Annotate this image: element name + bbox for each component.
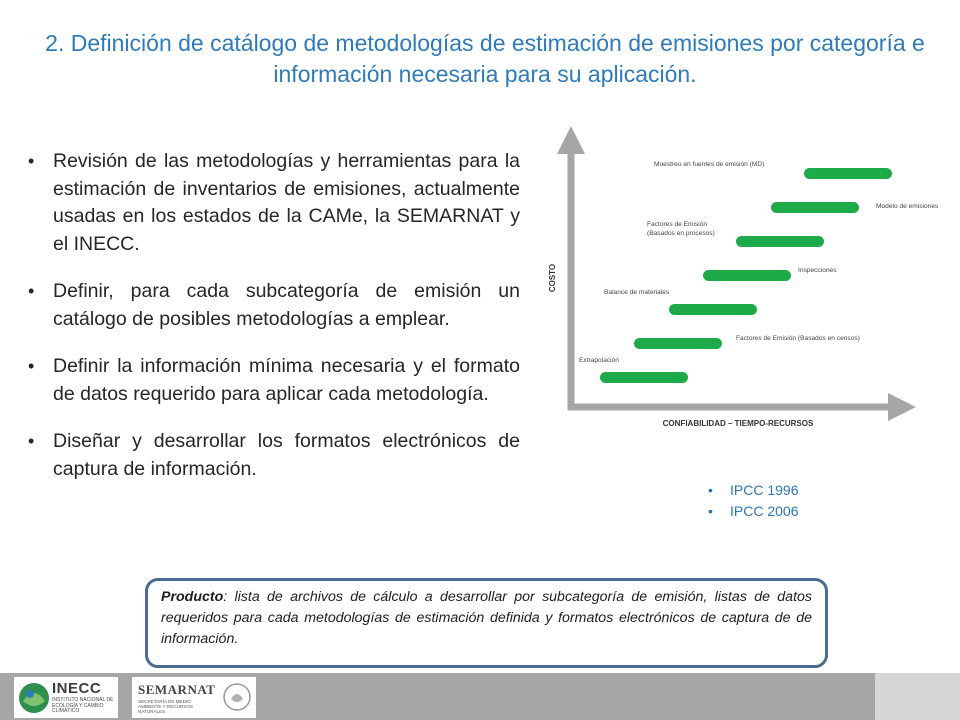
inecc-logo-text: INECC <box>52 680 102 697</box>
bullet-list <box>28 148 520 503</box>
method-bar <box>600 372 688 383</box>
bullet-item: • Definir la información mínima necesaria y el formato de datos requerido para aplicar cada metodología. <box>28 353 520 408</box>
product-box <box>145 578 828 668</box>
method-label: Modelo de emisiones <box>876 203 939 210</box>
semarnat-logo-text: SEMARNAT <box>138 682 216 697</box>
method-label: Factores de Emisión <box>647 221 708 228</box>
method-bars <box>600 168 892 383</box>
bullet-item: • Diseñar y desarrollar los formatos electrónicos de captura de información. <box>28 428 520 483</box>
method-label: Extrapolación <box>579 357 619 364</box>
product-text: : lista de archivos de cálculo a desarrollar por subcategoría de emisión, listas de datos requeridos para cada metodologías de estimación definida y formatos electrónicos de captura de de información. <box>161 589 812 647</box>
product-label: Producto <box>161 589 224 605</box>
semarnat-logo-subtitle: SECRETARÍA DE MEDIO AMBIENTE Y RECURSOS NATURALES <box>138 699 193 714</box>
inecc-logo-subtitle: INSTITUTO NACIONAL DE ECOLOGÍA Y CAMBIO CLIMÁTICO <box>52 697 114 714</box>
methodology-diagram <box>536 118 956 438</box>
inecc-logo <box>14 677 118 718</box>
method-label: Factores de Emisión (Basados en censos) <box>736 335 860 342</box>
reference-item: • IPCC 2006 <box>708 501 798 522</box>
slide-title: 2. Definición de catálogo de metodologías de estimación de emisiones por categoría e información necesaria para su aplicación. <box>45 30 925 87</box>
method-label: Muestreo en fuentes de emisión (MD) <box>654 161 765 168</box>
national-seal-icon <box>222 681 252 713</box>
method-label: Balance de materiales <box>604 289 670 296</box>
semarnat-logo <box>132 677 256 718</box>
method-labels <box>579 161 939 364</box>
x-axis-label: CONFIABILIDAD – TIEMPO-RECURSOS <box>662 419 814 428</box>
method-label: (Basados en procesos) <box>647 230 715 237</box>
bullet-item: • Revisión de las metodologías y herramientas para la estimación de inventarios de emisiones, actualmente usadas en los estados de la CAMe, la SEMARNAT y el INECC. <box>28 148 520 258</box>
footer-corner <box>875 673 960 720</box>
method-bar <box>634 338 722 349</box>
method-bar <box>669 304 757 315</box>
reference-list <box>708 480 798 522</box>
inecc-emblem-icon <box>17 681 51 715</box>
bullet-item: • Definir, para cada subcategoría de emisión un catálogo de posibles metodologías a emplear. <box>28 278 520 333</box>
method-bar <box>703 270 791 281</box>
y-axis-label: COSTO <box>548 263 557 293</box>
reference-item: • IPCC 1996 <box>708 480 798 501</box>
method-bar <box>804 168 892 179</box>
method-label: Inspecciones <box>798 267 837 274</box>
method-bar <box>736 236 824 247</box>
method-bar <box>771 202 859 213</box>
